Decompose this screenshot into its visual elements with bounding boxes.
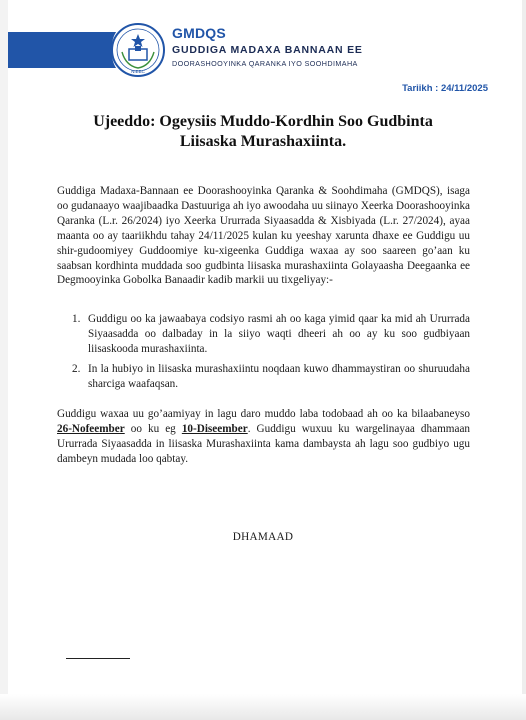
decision-text-3: . Guddigu wuxuu ku wargelinayaa dhammaan Ururrada Siyaasadda in liisaska Murashaxiinta kama dambaysta ah lagu soo gudbiyo ugu dambeyn mudada loo qabtay. <box>57 422 471 465</box>
decision-text-2: oo ku eg <box>124 422 182 435</box>
page-bottom-shadow <box>0 694 526 720</box>
considerations-list <box>57 312 470 397</box>
list-item <box>57 312 470 357</box>
intro-paragraph: Guddiga Madaxa-Bannaan ee Doorashooyinka Qaranka & Soohdimaha (GMDQS), isaga oo gudanaayo waajibaadka Dastuuriga ah iyo awoodaha uu siinayo Xeerka Doorashooyinka Qaranka (L.r. 26/2024) iyo Xeerka Ururrada Siyaasadda & Xisbiyada (L.r. 27/2024), ayaa maanta oo ay taariikhdu tahay 24/11/2025 kulan ku yeeshay xarunta dhaxe ee Guddigu uu shir-gudoomiyey Guddoomiye ku-xigeenka Guddiga waxaa ay soo saareen go’aan ku saabsan kordhinta muddada soo gudbinta liisaska murashaxiinta Golayaasha Deegaanka ee Degmooyinka Gobolka Banaadir kadib markii uu tixgeliyay:- <box>57 185 470 287</box>
letter-date: Tariikh : 24/11/2025 <box>402 83 488 94</box>
list-item-text: In la hubiyo in liisaska murashaxiintu noqdaan kuwo dhammaystiran oo shuruudaha sharciga waafaqsan. <box>88 362 470 390</box>
list-item-number: 2. <box>72 362 81 375</box>
gmdqs-logo-icon <box>110 22 166 78</box>
page-edge-right <box>522 0 526 720</box>
list-item-number: 1. <box>72 313 81 325</box>
svg-text:NIEBC: NIEBC <box>131 69 145 74</box>
page-edge-left <box>0 0 8 720</box>
decision-text-1: Guddigu waxaa uu go’aamiyay in lagu daro muddo laba todobaad ah oo ka bilaabaneyso <box>57 408 470 420</box>
title-line-1: Ujeeddo: Ogeysiis Muddo-Kordhin Soo Gudbinta <box>93 113 433 130</box>
org-abbreviation: GMDQS <box>172 25 226 41</box>
closing-text: DHAMAAD <box>232 531 294 543</box>
start-date: 26-Nofeember <box>57 422 125 435</box>
decision-paragraph <box>57 407 470 467</box>
list-item-text: Guddigu oo ka jawaabaya codsiyo rasmi ah oo kaga yimid qaar ka mid ah Ururrada Siyaasadda oo dalbaday in la siiyo waqti dheeri ah oo ay ku soo gudbiyaan liisaskooda murashaxiinta. <box>88 313 470 355</box>
title-line-2: Liisaska Murashaxiinta. <box>179 133 347 150</box>
list-item <box>57 362 470 392</box>
end-date: 10-Diseember <box>181 422 248 435</box>
org-subname: DOORASHOOYINKA QARANKA IYO SOOHDIMAHA <box>172 59 358 68</box>
signature-line <box>66 658 130 659</box>
page-title <box>60 112 466 152</box>
org-name: GUDDIGA MADAXA BANNAAN EE <box>172 44 363 56</box>
